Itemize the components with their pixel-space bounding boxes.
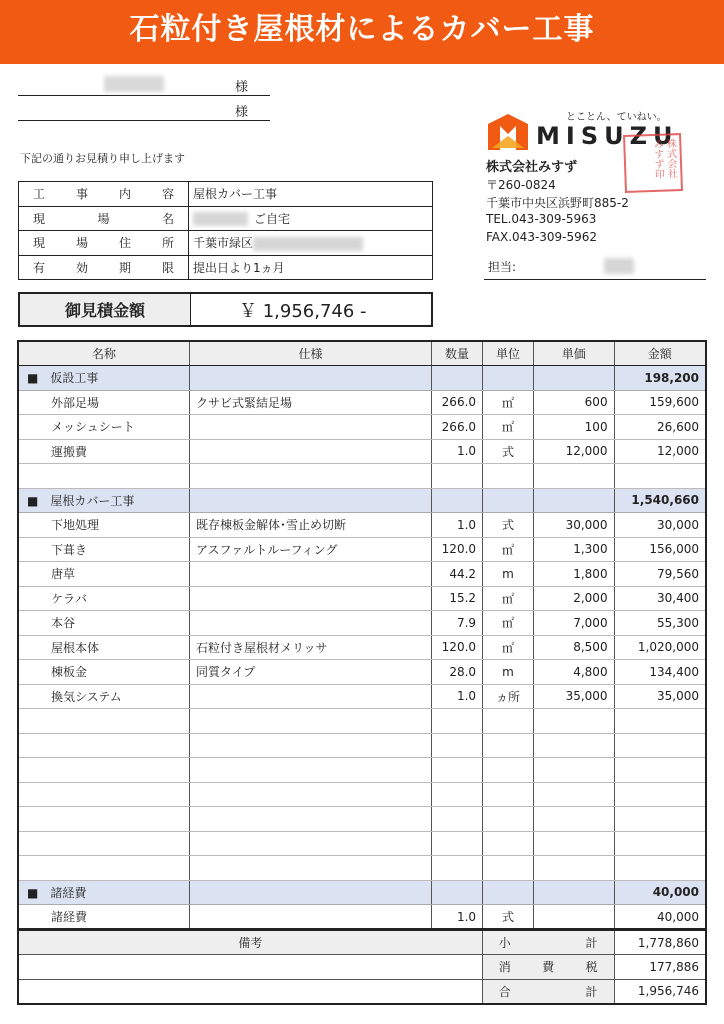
cell-amount [614,758,706,783]
cell-name: ■ 諸経費 [18,880,189,905]
title-banner [0,0,724,64]
cell-spec [189,905,431,930]
table-row [18,635,706,660]
cell-amount [614,709,706,734]
summary-label-char: 計 [585,936,598,950]
cell-qty [432,782,483,807]
summary-label [482,979,614,1004]
estimate-total-value: ￥ 1,956,746 - [239,300,367,322]
cell-amount: 40,000 [614,880,706,905]
cell-qty: 1.0 [432,905,483,930]
table-row [18,782,706,807]
summary-table [17,929,707,1005]
summary-label-char: 計 [585,984,598,999]
table-row [18,758,706,783]
cell-unit: ㎡ [483,586,534,611]
info-value [189,231,433,256]
table-row [18,856,706,881]
cell-qty: 15.2 [432,586,483,611]
cell-spec [189,415,431,440]
company-tel: TEL.043-309-5963 [486,212,597,226]
cell-amount: 26,600 [614,415,706,440]
info-label-char: 名 [161,211,174,226]
cell-spec [189,856,431,881]
cell-unit: 式 [483,905,534,930]
info-label-char: 現 [33,236,46,251]
cell-unit: m [483,660,534,685]
company-fax: FAX.043-309-5962 [486,230,598,244]
cell-name: 換気システム [18,684,189,709]
summary-label-char: 費 [542,960,555,975]
info-value-text: 提出日より1ヵ月 [193,260,285,275]
info-label-char: 住 [118,236,131,251]
table-header-row [18,341,706,366]
table-row [18,390,706,415]
cell-qty: 28.0 [432,660,483,685]
info-label-char: 容 [161,187,174,202]
cell-name: 外部足場 [18,390,189,415]
cell-qty [432,366,483,391]
cell-spec [189,488,431,513]
cell-spec [189,611,431,636]
info-row [19,206,433,231]
summary-row [18,930,706,955]
cell-name: 唐草 [18,562,189,587]
cell-qty [432,758,483,783]
cell-name [18,464,189,489]
estimate-total-label: 御見積金額 [20,294,191,325]
cell-amount: 40,000 [614,905,706,930]
cell-price [533,488,614,513]
cell-amount [614,782,706,807]
cell-price: 7,000 [533,611,614,636]
summary-label-char: 合 [498,984,511,999]
cell-spec [189,684,431,709]
cell-unit [483,733,534,758]
info-label-char: 所 [161,236,174,251]
table-row [18,831,706,856]
cell-unit: ヵ所 [483,684,534,709]
table-row [18,464,706,489]
col-header-unit: 単位 [483,341,534,366]
cell-name [18,807,189,832]
table-row [18,660,706,685]
cell-unit: m [483,562,534,587]
cell-amount: 1,020,000 [614,635,706,660]
cell-unit [483,856,534,881]
cell-price: 30,000 [533,513,614,538]
cell-amount [614,464,706,489]
info-label-char: 工 [33,187,46,202]
cell-unit [483,880,534,905]
info-value-text: 屋根カバー工事 [193,187,278,202]
table-row [18,905,706,930]
cell-spec [189,586,431,611]
cell-price [533,807,614,832]
info-label [19,182,189,207]
info-label [19,255,189,280]
cell-qty [432,856,483,881]
cell-qty [432,807,483,832]
greeting-text: 下記の通りお見積り申し上げます [20,152,185,165]
cell-name: ■ 仮設工事 [18,366,189,391]
cell-spec [189,366,431,391]
info-label-char: 効 [75,260,88,275]
cell-price [533,709,614,734]
table-row [18,537,706,562]
cell-spec: クサビ式緊結足場 [189,390,431,415]
redacted-text [253,237,363,251]
cell-price: 8,500 [533,635,614,660]
cell-qty: 1.0 [432,513,483,538]
cell-amount [614,807,706,832]
cell-price [533,905,614,930]
cell-amount [614,856,706,881]
cell-unit [483,488,534,513]
honorific-label: 様 [234,80,248,95]
cell-price [533,758,614,783]
table-row [18,513,706,538]
estimate-items-table [17,340,707,930]
cell-amount: 35,000 [614,684,706,709]
col-header-name: 名称 [18,341,189,366]
summary-value: 1,956,746 [614,979,706,1004]
cell-spec [189,880,431,905]
cell-amount: 159,600 [614,390,706,415]
redacted-staff [604,258,634,274]
cell-price: 4,800 [533,660,614,685]
info-label-char: 有 [33,260,46,275]
cell-name: 下地処理 [18,513,189,538]
col-header-amount: 金額 [614,341,706,366]
cell-unit: ㎡ [483,415,534,440]
remarks-header: 備考 [18,930,482,955]
col-header-qty: 数量 [432,341,483,366]
cell-unit [483,831,534,856]
company-address: 千葉市中央区浜野町885-2 [486,196,629,210]
cell-name [18,733,189,758]
section-row [18,880,706,905]
cell-name [18,758,189,783]
remarks-cell [18,955,482,980]
table-row [18,709,706,734]
cell-spec [189,709,431,734]
cell-name [18,856,189,881]
cell-price [533,366,614,391]
cell-qty [432,733,483,758]
cell-amount: 1,540,660 [614,488,706,513]
cell-spec [189,807,431,832]
cell-name [18,831,189,856]
addressee-line-2 [18,99,270,121]
cell-qty: 120.0 [432,537,483,562]
page-title: 石粒付き屋根材によるカバー工事 [129,12,595,47]
remarks-cell [18,979,482,1004]
cell-name: 運搬費 [18,439,189,464]
cell-unit [483,758,534,783]
info-row [19,182,433,207]
cell-price [533,464,614,489]
cell-unit: ㎡ [483,611,534,636]
info-label [19,206,189,231]
cell-name: 本谷 [18,611,189,636]
cell-amount: 79,560 [614,562,706,587]
summary-label-char: 消 [498,960,511,975]
cell-unit: 式 [483,513,534,538]
seal-text: 株式会社みすず印 [651,138,677,180]
info-value [189,182,433,207]
cell-qty: 1.0 [432,439,483,464]
cell-price: 35,000 [533,684,614,709]
cell-unit: ㎡ [483,390,534,415]
cell-spec: アスファルトルーフィング [189,537,431,562]
company-tagline: とことん、ていねい。 [566,112,667,123]
col-header-price: 単価 [533,341,614,366]
cell-unit: ㎡ [483,537,534,562]
cell-name: ■ 屋根カバー工事 [18,488,189,513]
cell-price [533,733,614,758]
cell-price [533,782,614,807]
table-row [18,807,706,832]
cell-spec [189,439,431,464]
cell-name: 棟板金 [18,660,189,685]
info-label-char: 内 [118,187,131,202]
redacted-name [104,76,164,92]
company-name: 株式会社みすず [486,160,578,175]
info-value-text: 千葉市緑区 [193,236,254,251]
cell-name: メッシュシート [18,415,189,440]
cell-qty: 120.0 [432,635,483,660]
cell-amount: 134,400 [614,660,706,685]
cell-spec [189,782,431,807]
cell-price: 600 [533,390,614,415]
cell-price [533,856,614,881]
cell-amount: 12,000 [614,439,706,464]
cell-unit [483,709,534,734]
cell-price: 12,000 [533,439,614,464]
cell-qty: 7.9 [432,611,483,636]
table-row [18,684,706,709]
table-row [18,586,706,611]
cell-spec: 既存棟板金解体･雪止め切断 [189,513,431,538]
project-info-table [18,181,433,280]
cell-spec: 石粒付き屋根材メリッサ [189,635,431,660]
table-row [18,415,706,440]
info-value-text: ご自宅 [254,211,291,226]
info-row [19,255,433,280]
table-row [18,733,706,758]
cell-price: 2,000 [533,586,614,611]
cell-price: 100 [533,415,614,440]
table-row [18,562,706,587]
cell-price: 1,800 [533,562,614,587]
info-label-char: 期 [118,260,131,275]
company-seal-stamp [623,133,683,193]
info-label-char: 現 [33,211,46,226]
cell-spec [189,831,431,856]
table-row [18,439,706,464]
cell-unit [483,366,534,391]
cell-price [533,831,614,856]
cell-amount: 30,000 [614,513,706,538]
cell-spec [189,733,431,758]
cell-amount: 156,000 [614,537,706,562]
summary-label [482,955,614,980]
section-row [18,366,706,391]
cell-qty: 44.2 [432,562,483,587]
table-row [18,611,706,636]
cell-price [533,880,614,905]
cell-amount: 198,200 [614,366,706,391]
summary-row [18,979,706,1004]
staff-field [484,258,706,280]
cell-price: 1,300 [533,537,614,562]
cell-amount: 55,300 [614,611,706,636]
cell-qty [432,464,483,489]
cell-unit [483,464,534,489]
addressee-line-1 [18,74,270,96]
summary-row [18,955,706,980]
company-postal: 〒260-0824 [486,178,556,192]
cell-amount [614,831,706,856]
cell-name: 屋根本体 [18,635,189,660]
cell-qty [432,488,483,513]
cell-spec [189,758,431,783]
cell-spec [189,562,431,587]
summary-label [482,930,614,955]
staff-label: 担当: [488,260,517,274]
cell-name: 諸経費 [18,905,189,930]
cell-unit [483,807,534,832]
cell-qty: 266.0 [432,390,483,415]
summary-value: 177,886 [614,955,706,980]
info-label [19,231,189,256]
redacted-text [193,212,248,226]
cell-unit: ㎡ [483,635,534,660]
info-label-char: 限 [161,260,174,275]
info-row [19,231,433,256]
cell-name: ケラバ [18,586,189,611]
info-value [189,255,433,280]
cell-name: 下葺き [18,537,189,562]
summary-value: 1,778,860 [614,930,706,955]
cell-qty [432,880,483,905]
cell-amount [614,733,706,758]
cell-qty: 1.0 [432,684,483,709]
estimate-total-box [18,292,433,327]
info-label-char: 事 [75,187,88,202]
cell-unit: 式 [483,439,534,464]
cell-name [18,709,189,734]
summary-label-char: 小 [498,936,511,950]
cell-qty [432,709,483,734]
summary-label-char: 税 [585,960,598,975]
info-label-char: 場 [97,211,110,226]
cell-name [18,782,189,807]
misuzu-logo-icon [486,112,530,152]
honorific-label: 様 [234,105,248,120]
cell-spec: 同質タイプ [189,660,431,685]
info-value [189,206,433,231]
cell-qty [432,831,483,856]
info-label-char: 場 [75,236,88,251]
logo-wordmark: MISUZU [536,122,679,150]
cell-qty: 266.0 [432,415,483,440]
section-row [18,488,706,513]
col-header-spec: 仕様 [189,341,431,366]
cell-unit [483,782,534,807]
cell-spec [189,464,431,489]
cell-amount: 30,400 [614,586,706,611]
